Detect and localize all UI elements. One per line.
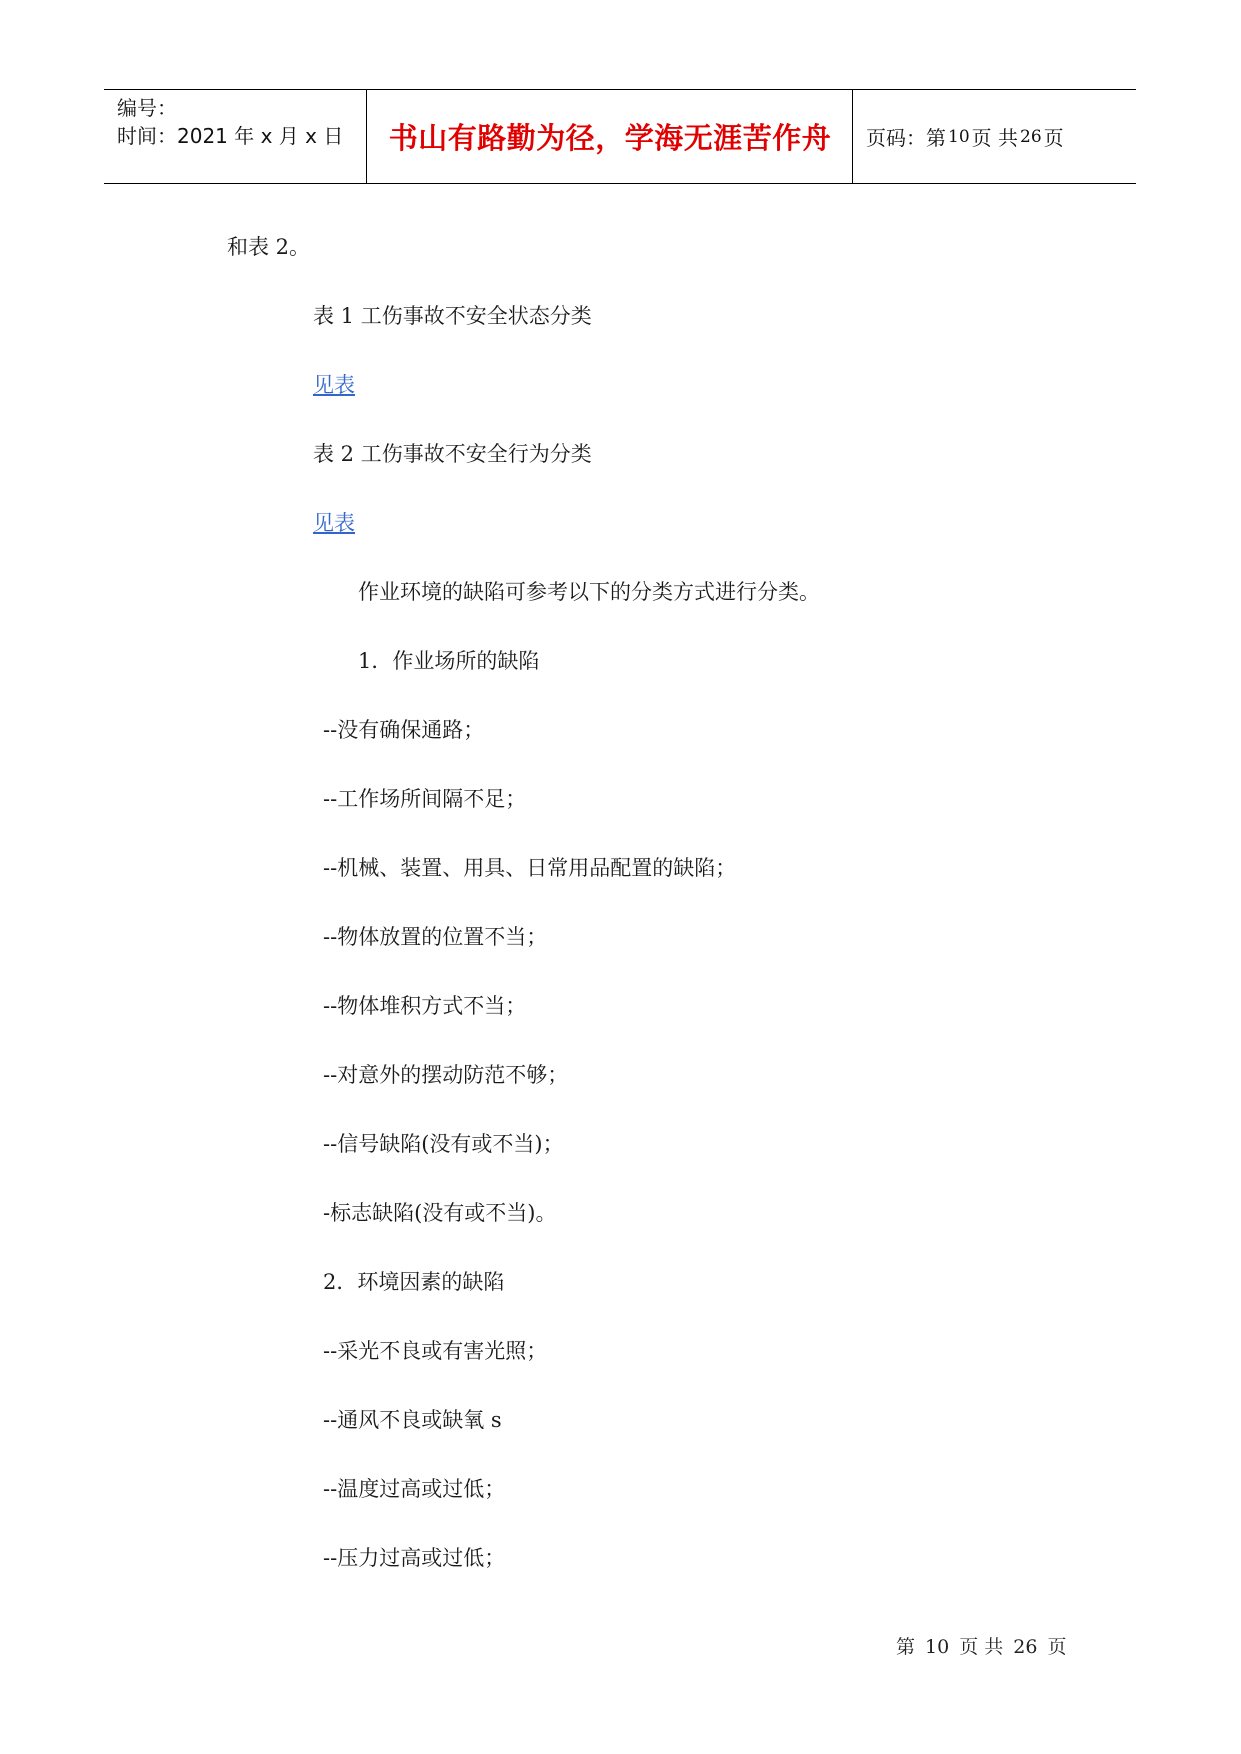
header-divider-right — [852, 90, 853, 183]
list-item: --物体放置的位置不当； — [323, 925, 548, 949]
section1-title: 1．作业场所的缺陷 — [358, 649, 540, 673]
footer-current: 10 — [925, 1636, 950, 1658]
table2-link[interactable]: 见表 — [313, 511, 355, 535]
header-motto: 书山有路勤为径，学海无涯苦作舟 — [388, 121, 832, 155]
list-item: -标志缺陷(没有或不当)。 — [323, 1201, 557, 1225]
list-item: --物体堆积方式不当； — [323, 994, 527, 1018]
list-item: --通风不良或缺氧 s — [323, 1408, 502, 1432]
list-item: --采光不良或有害光照； — [323, 1339, 548, 1363]
page-footer — [896, 1634, 1066, 1660]
list-item: --机械、装置、用具、日常用品配置的缺陷； — [323, 856, 737, 880]
list-item: --工作场所间隔不足； — [323, 787, 527, 811]
list-item: --温度过高或过低； — [323, 1477, 506, 1501]
page-current: 10 — [948, 126, 970, 147]
section2-title: 2．环境因素的缺陷 — [323, 1270, 505, 1294]
table1-link[interactable]: 见表 — [313, 373, 355, 397]
list-item: --信号缺陷(没有或不当)； — [323, 1132, 564, 1156]
page-suffix: 页 — [1043, 126, 1064, 150]
header-meta — [117, 94, 343, 150]
page-prefix: 页码：第 — [866, 126, 946, 150]
time-label: 时间：2021 年 x 月 x 日 — [117, 124, 344, 148]
footer-prefix: 第 — [896, 1636, 916, 1658]
list-item: --对意外的摆动防范不够； — [323, 1063, 569, 1087]
env-intro-paragraph: 作业环境的缺陷可参考以下的分类方式进行分类。 — [358, 580, 820, 604]
table2-caption: 表 2 工伤事故不安全行为分类 — [313, 442, 592, 466]
page-total: 26 — [1020, 126, 1042, 147]
serial-label: 编号： — [117, 96, 177, 120]
table1-caption: 表 1 工伤事故不安全状态分类 — [313, 304, 592, 328]
footer-mid: 页 共 — [959, 1636, 1004, 1658]
header-page-number — [866, 90, 1064, 183]
page-header — [104, 89, 1136, 184]
footer-suffix: 页 — [1047, 1636, 1067, 1658]
list-item: --压力过高或过低； — [323, 1546, 506, 1570]
page-mid: 页 共 — [971, 126, 1018, 150]
list-item: --没有确保通路； — [323, 718, 485, 742]
header-divider-left — [366, 90, 367, 183]
intro-tail-text: 和表 2。 — [227, 235, 311, 259]
footer-total: 26 — [1013, 1636, 1038, 1658]
